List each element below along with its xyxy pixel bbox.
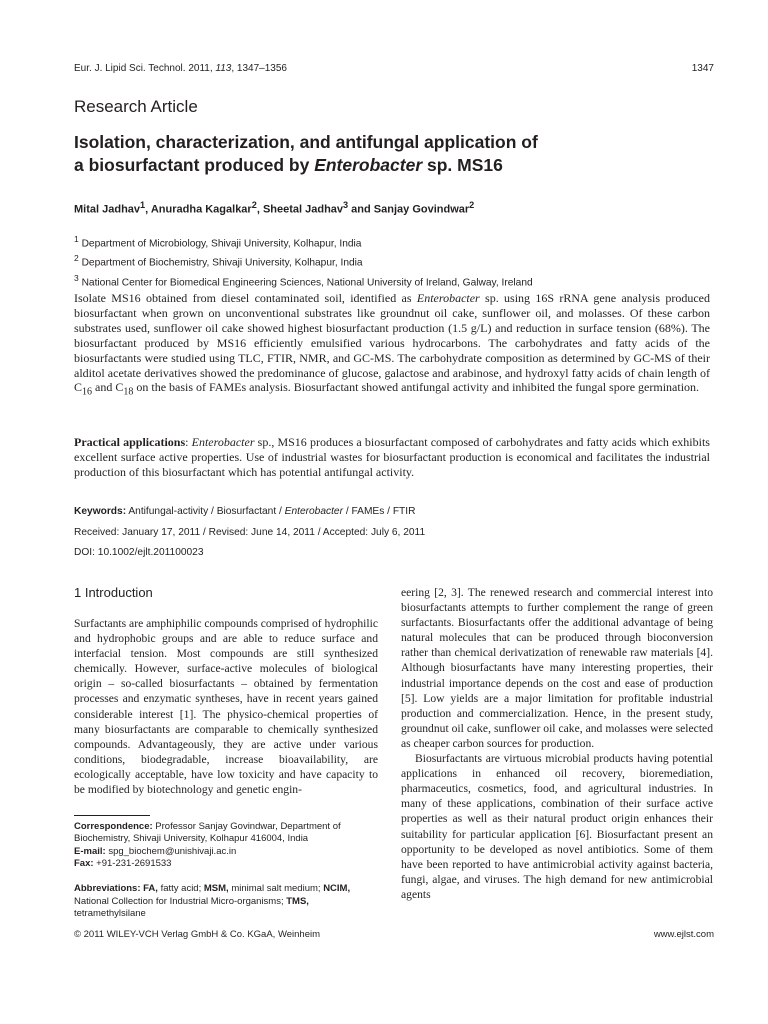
email-link[interactable]: spg_biochem@unishivaji.ac.in — [105, 845, 237, 857]
doi[interactable]: DOI: 10.1002/ejlt.201100023 — [74, 547, 204, 558]
introduction-column-1: Surfactants are amphiphilic compounds comprised of hydrophilic and hydrophobic groups and are able to reduce surface and interfacial tension. Most compounds are still synthesized chemically. However, surface-active molecules of biological origin – so-called biosurfactants – obtained by fermentation processes and enzymatic syntheses, have in recent years gained considerable interest [1]. The physico-chemical properties of many biosurfactants are comparable to chemically synthesized compounds. Advantageously, they are active under various conditions, biodegradable, increase bioavailability, are ecologically acceptable, have low toxicity and have capacity to be modified by biotechnology and genetic engin- — [74, 617, 378, 797]
affiliation-line: $^1$ Department of Microbiology, Shivaji University, Kolhapur, India — [74, 234, 362, 250]
affiliation-line: $^3$ National Center for Biomedical Engineering Sciences, National University of Ireland, Galway, Ireland — [74, 272, 533, 289]
author-name: Anuradha Kagalkar — [150, 203, 252, 216]
paragraph: eering [2, 3]. The renewed research and commercial interest into biosurfactants attempts to further complement the range of green surfactants. Biosurfactants offer the additional advantage of being natural molecules that can be produced through bioconversion rather than chemical derivatization of renewable raw materials [4]. Although biosurfactants have many interesting properties, their industrial importance depends on the cost and ease of production [5]. Low yields are a major limitation for profitable industrial production and commercialization. Hence, in the present study, groundnut oil cake, sunflower oil cake, and molasses were selected as cheaper carbon sources for production. — [401, 586, 713, 750]
footnote-divider — [74, 815, 150, 816]
received-dates: Received: January 17, 2011 / Revised: June 14, 2011 / Accepted: July 6, 2011 — [74, 527, 426, 538]
page-number: 1347 — [691, 63, 714, 74]
author-affiliation-mark: 2 — [469, 200, 475, 210]
author-affiliation-mark: 1 — [140, 200, 146, 210]
section-heading-introduction: 1 Introduction — [74, 585, 153, 600]
abstract: Isolate MS16 obtained from diesel contaminated soil, identified as Enterobacter sp. using 16S rRNA gene analysis produced biosurfactant when grown on unconventional substrates like groundnut oil cake, sunflower oil, and molasses. Of these carbon substrates used, sunflower oil cake showed highest biosurfactant production (1.5 g/L) and reduction in surface tension (68%). The biosurfactant produced by MS16 efficiently emulsified various hydrocarbons. The carbohydrates and fatty acids of the biosurfactants were studied using TLC, FTIR, NMR, and GC-MS. The carbohydrate composition as determined by GC-MS of their alditol acetate derivatives showed the predominance of glucose, galactose and arabinose, and hydroxyl fatty acids of chain length of $C_{16}$ and $C_{18}$ on the basis of FAMEs analysis. Biosurfactant showed antifungal activity and inhibited the fungal spore germination. — [74, 291, 710, 398]
author-name: Sanjay Govindwar — [373, 203, 470, 216]
paragraph: Biosurfactants are virtuous microbial products having potential applications in enhanced oil recovery, bioremediation, pharmaceutics, cosmetics, food, and agricultural industries. In many of these applications, combination of their surface active properties as well as their natural product origin enhances their suitability for particular application [6]. Biosurfactant present an opportunity to be developed as novel antibiotics. Some of them have been reported to have antimicrobial activity against bacteria, fungi, algae, and viruses. The high demand for new antimicrobial agents — [401, 752, 713, 901]
author-name: Mital Jadhav — [74, 203, 141, 216]
author-list: Mital Jadhav$^1$, Anuradha Kagalkar$^2$, Sheetal Jadhav$^3$ and Sanjay Govindwar$^2$ — [74, 200, 475, 216]
correspondence-note: Correspondence: Professor Sanjay Govindwar, Department of Biochemistry, Shivaji University, Kolhapur 416004, India E-mail: spg_biochem@unishivaji.ac.in Fax: +91-231-2691533 — [74, 821, 341, 870]
author-affiliation-mark: 3 — [343, 200, 349, 210]
journal-website-link[interactable]: www.ejlst.com — [653, 929, 714, 940]
author-name: Sheetal Jadhav — [262, 203, 344, 216]
author-affiliation-mark: 2 — [251, 200, 257, 210]
introduction-column-2 — [401, 585, 713, 902]
running-header-citation: Eur. J. Lipid Sci. Technol. 2011, 113, 1347–1356 — [74, 63, 287, 74]
article-title: Isolation, characterization, and antifungal application of a biosurfactant produced by Enterobacter sp. MS16 — [74, 132, 538, 175]
affiliation-line: $^2$ Department of Biochemistry, Shivaji University, Kolhapur, India — [74, 253, 363, 269]
affiliations — [74, 232, 533, 290]
article-type-label: Research Article — [74, 97, 198, 116]
abbreviations-note: Abbreviations: FA, fatty acid; MSM, minimal salt medium; NCIM, National Collection for Industrial Micro-organisms; TMS, tetramethylsilane — [74, 883, 351, 920]
copyright-footer: © 2011 WILEY-VCH Verlag GmbH & Co. KGaA, Weinheim — [74, 929, 321, 940]
practical-applications: Practical applications: Enterobacter sp., MS16 produces a biosurfactant composed of carbohydrates and fatty acids which exhibits excellent surface active properties. Use of industrial wastes for biosurfactant production is economical and facilitates the industrial production of this biosurfactant which has potential antifungal activity. — [74, 435, 710, 479]
keywords: Keywords: Antifungal-activity / Biosurfactant / Enterobacter / FAMEs / FTIR — [74, 506, 416, 517]
